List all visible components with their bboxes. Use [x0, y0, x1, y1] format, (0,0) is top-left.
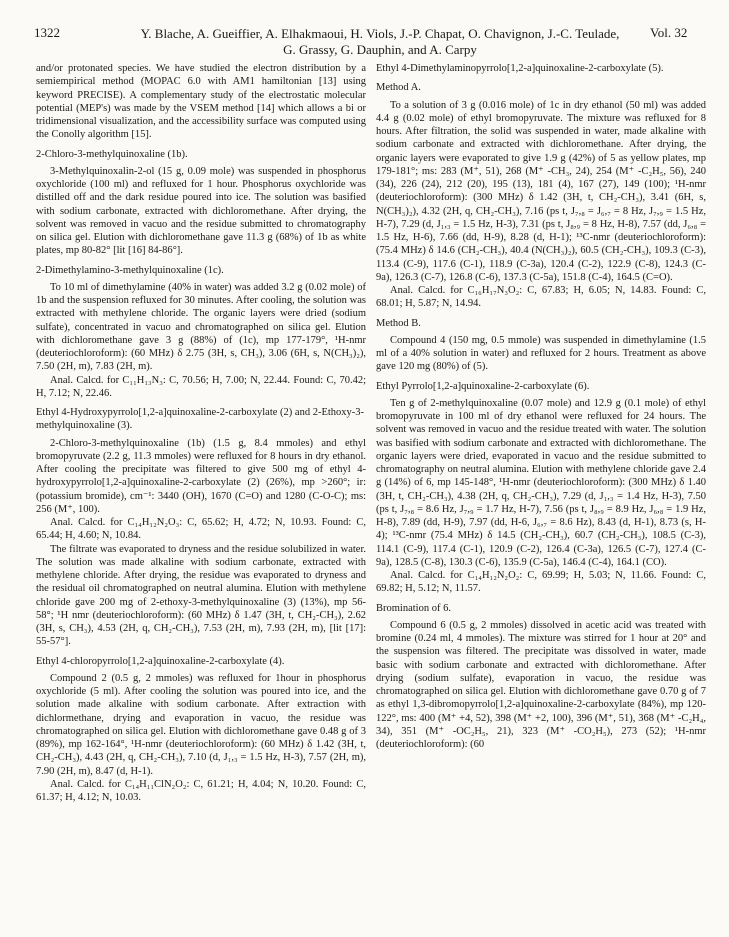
paragraph: The filtrate was evaporated to dryness and the residue solubilized in water. The solution was made alkaline with sodium carbonate, extracted with methylene chloride. After drying, the residue was evaporated to dryness and the residual oil chromatographed on neutral alumina. Elution with methylene chloride gave 200 mg of 2-ethoxy-3-methylquinoxaline (3) (13%), mp 56-58°; ¹H nmr (deuteriochloroform): (60 MHz) δ 1.47 (3H, t, CH₂-CH₃), 2.62 (3H, s, CH₃), 4.53 (2H, q, CH₂-CH₃), 7.53 (2H, m), 7.93 (2H, m), [lit [17]: 55-57°]. — [36, 543, 366, 648]
section-heading: Ethyl 4-Dimethylaminopyrrolo[1,2-a]quinoxaline-2-carboxylate (5). — [376, 63, 664, 74]
section-heading: 2-Chloro-3-methylquinoxaline (1b). — [36, 148, 188, 160]
left-column — [36, 62, 366, 804]
author-line: Y. Blache, A. Gueiffier, A. Elhakmaoui, H. Viols, J.-P. Chapat, O. Chavignon, J.-C. Teulade, G. Grassy, G. Dauphin, and A. Carpy — [140, 26, 620, 57]
paragraph: 3-Methylquinoxalin-2-ol (15 g, 0.09 mole) was suspended in phosphorus oxychloride (100 ml) and refluxed for 1 hour. Phosphorus oxychloride was distilled off and the dark residue poured into ice. The solution was basified with sodium carbonate, extracted with dichloromethane. After drying, the solvent was removed in vacuo and the residue submitted to chromatography on silica gel. Elution with dichloromethane gave 11.3 g (68%) of 1b as white plates, mp 80-82° [lit [16] 84-86°]. — [36, 165, 366, 257]
paragraph: To a solution of 3 g (0.016 mole) of 1c in dry ethanol (50 ml) was added 4.4 g (0.02 mole) of ethyl bromopyruvate. The mixture was refluxed for 8 hours. After filtration, the solid was suspended in water, made alkaline with sodium carbonate and extracted with dichloromethane. After drying, the organic layers were evaporated to give 1.9 g (42%) of 5 as yellow plates, mp 179-181°; ms: 283 (M⁺, 51), 268 (M⁺ -CH₃, 24), 254 (M⁺ -C₂H₅, 56), 240 (34), 226 (24), 212 (20), 195 (13), 181 (4), 167 (27), 149 (100); ¹H-nmr (deuteriochloroform): (300 MHz) δ 1.42 (3H, t, CH₂-CH₃), 3.41 (6H, s, N(CH₃)₂), 4.32 (2H, q, CH₂-CH₃), 7.16 (ps t, J₇,₈ = J₆,₇ = 8 Hz, J₇,₉ = 1.5 Hz, H-7), 7.29 (d, J₁,₃ = 1.5 Hz, H-3), 7.31 (ps t, J₈,₉ = 8 Hz, H-8), 7.57 (dd, J₆,₈ = 1.5 Hz, H-6), 7.66 (dd, H-9), 8.28 (d, H-1); ¹³C-nmr (deuteriochloroform): (75.4 MHz) δ 14.6 (CH₂-CH₃), 40.4 (N(CH₃)₂), 60.5 (CH₂-CH₃), 109.3 (C-3), 113.4 (C-9), 117.6 (C-1), 118.9 (C-3a), 120.4 (C-2), 122.9 (C-8), 124.3 (C-9a), 126.3 (C-7), 126.8 (C-6), 137.3 (C-5a), 151.8 (C-4), 164.5 (C=O). — [376, 99, 706, 283]
paragraph: Anal. Calcd. for C₁₆H₁₇N₃O₂: C, 67.83; H, 6.05; N, 14.83. Found: C, 68.01; H, 5.87; N, 14.94. — [376, 285, 706, 310]
section-heading: Ethyl 4-chloropyrrolo[1,2-a]quinoxaline-2-carboxylate (4). — [36, 655, 285, 667]
paragraph: Anal. Calcd. for C₁₄H₁₁ClN₂O₂: C, 61.21; H, 4.04; N, 10.20. Found: C, 61.37; H, 4.12; N, 10.03. — [36, 778, 366, 803]
paragraph: Compound 2 (0.5 g, 2 mmoles) was refluxed for 1hour in phosphorus oxychloride (5 ml). After cooling the solution was poured into ice, and the solution made alkaline with sodium carbonate. After extraction with dichlormethane, drying and evaporation in vacuo, the residue was chromatographed on silica gel. Elution with dichloromethane gave 0.48 g of 3 (89%), mp 162-164°, ¹H-nmr (deuteriochloroform): (60 MHz) δ 1.42 (3H, t, CH₂-CH₃), 4.43 (2H, q, CH₂-CH₃), 7.10 (d, J₁,₃ = 1.5 Hz, H-3), 7.57 (2H, m), 7.90 (2H, m), 8.47 (d, H-1). — [36, 672, 366, 777]
section-heading: 2-Dimethylamino-3-methylquinoxaline (1c). — [36, 264, 224, 276]
volume-label: Vol. 32 — [650, 25, 688, 40]
section-heading: Method B. — [376, 317, 421, 329]
section-heading: Method A. — [376, 82, 421, 94]
section-heading: Bromination of 6. — [376, 602, 451, 614]
section-heading: Ethyl Pyrrolo[1,2-a]quinoxaline-2-carboxylate (6). — [376, 380, 590, 392]
paragraph: Compound 6 (0.5 g, 2 mmoles) dissolved in acetic acid was treated with bromine (0.24 ml, 4 mmoles). The mixture was stirred for 1 hour at 20° and the suspension was filtered. The precipitate was dissolved in water, made basic with sodium carbonate and extracted with dichloromethane. After drying (sodium sulfate), evaporation in vacuo, the residue was chromatographed on silica gel. Elution with dichloromethane gave 0.70 g of 7 as ethyl 1,3-dibromopyrrolo[1,2-a]quinoxaline-2-carboxylate (84%), mp 120-122°, ms: 400 (M⁺ +4, 52), 398 (M⁺ +2, 100), 396 (M⁺, 51), 368 (M⁺ -C₂H₄, 34), 351 (M⁺ -OC₂H₅, 21), 323 (M⁺ -CO₂H₅), 273 (52); ¹H-nmr (deuteriochloroform): (60 — [376, 619, 706, 750]
paragraph: Compound 4 (150 mg, 0.5 mmole) was suspended in dimethylamine (1.5 ml of a 40% solution in water) and refluxed for 2 hours. Treatment as above gave 120 mg (80%) of (5). — [376, 334, 706, 373]
paragraph: To 10 ml of dimethylamine (40% in water) was added 3.2 g (0.02 mole) of 1b and the suspension refluxed for 30 minutes. After cooling, the solution was extracted with methylene chloride. The organic layers were dried (sodium sulfate), concentrated in vacuo and chromatographed on silica gel. Elution with dichloromethane gave 3 g (88%) of (1c), mp 177-179°, ¹H-nmr (deuteriochloroform): (60 MHz) δ 2.75 (3H, s, CH₃), 3.06 (6H, s, N(CH₃)₂), 7.50 (2H, m), 7.83 (2H, m). — [36, 281, 366, 373]
section-heading: Ethyl 4-Hydroxypyrrolo[1,2-a]quinoxaline-2-carboxylate (2) and 2-Ethoxy-3-methylquinoxaline (3). — [36, 407, 365, 432]
paragraph: and/or protonated species. We have studied the electron distribution by a semiempirical method (MOPAC 6.0 with AM1 hamiltonian [13] using keyword PRECISE). A complementary study of the electrostatic molecular potential (MEP's) was made by the VSEM method [14] which allows a bi or tridimensional visualization, and the accessibility surface was computed using the Conolly algorithm [15]. — [36, 63, 366, 141]
page-number: 1322 — [34, 25, 60, 40]
paragraph: Anal. Calcd. for C₁₄H₁₂N₂O₂: C, 69.99; H, 5.03; N, 11.66. Found: C, 69.82; H, 5.12; N, 11.57. — [376, 570, 706, 595]
right-column — [376, 62, 706, 751]
paragraph: Anal. Calcd. for C₁₄H₁₂N₂O₃: C, 65.62; H, 4.72; N, 10.93. Found: C, 65.44; H, 4.60; N, 10.84. — [36, 517, 366, 542]
paragraph: Anal. Calcd. for C₁₁H₁₃N₃: C, 70.56; H, 7.00; N, 22.44. Found: C, 70.42; H, 7.12; N, 22.46. — [36, 374, 366, 399]
paragraph: Ten g of 2-methylquinoxaline (0.07 mole) and 12.9 g (0.1 mole) of ethyl bromopyruvate in 100 ml of dry ethanol were refluxed for 24 hours. The solvent was removed in vacuo and the residue treated with water. The solution was basified with sodium carbonate and extracted with dichloromethane. The organic layers were dried, evaporated in vacuo and the residue submitted to chromatography on neutral alumina. Elution with methylene chloride gave 2.4 g (14%) of 6, mp 145-148°, ¹H-nmr (deuteriochloroform): (300 MHz) δ 1.40 (3H, t, CH₂-CH₃), 4.38 (2H, q, CH₂-CH₃), 7.29 (d, J₁,₃ = 1.4 Hz, H-3), 7.50 (ps t, J₇,₈ = 8.6 Hz, J₇,₉ = 1.7 Hz, H-7), 7.56 (ps t, J₈,₉ = 8.9 Hz, J₆,₈ = 1.9 Hz, H-8), 7.89 (dd, H-9), 7.97 (dd, H-6, J₆,₇ = 8.6 Hz), 8.43 (d, H-1), 8.73 (s, H-4); ¹³C-nmr (75.4 MHz) δ 14.5 (CH₂-CH₃), 60.7 (CH₂-CH₃), 108.5 (C-3), 114.1 (C-9), 117.4 (C-1), 120.9 (C-2), 126.4 (C-3a), 126.5 (C-7), 127.4 (C-9a), 128.5 (C-8), 130.3 (C-6), 135.9 (C-5a), 146.4 (C-4), 164.1 (CO). — [376, 397, 706, 568]
paragraph: 2-Chloro-3-methylquinoxaline (1b) (1.5 g, 8.4 mmoles) and ethyl bromopyruvate (2.2 g, 11.3 mmoles) were refluxed for 8 hours in dry ethanol. After cooling the precipitate was filtered to give 500 mg of ethyl 4-hydroxypyrrolo[1,2-a]quinoxaline-2-carboxylate (2) (26%), mp >260°; ir: (potassium bromide), cm⁻¹: 3440 (OH), 1670 (C=O) and 1280 (C-O-C); ms: 256 (M⁺, 100). — [36, 437, 366, 515]
